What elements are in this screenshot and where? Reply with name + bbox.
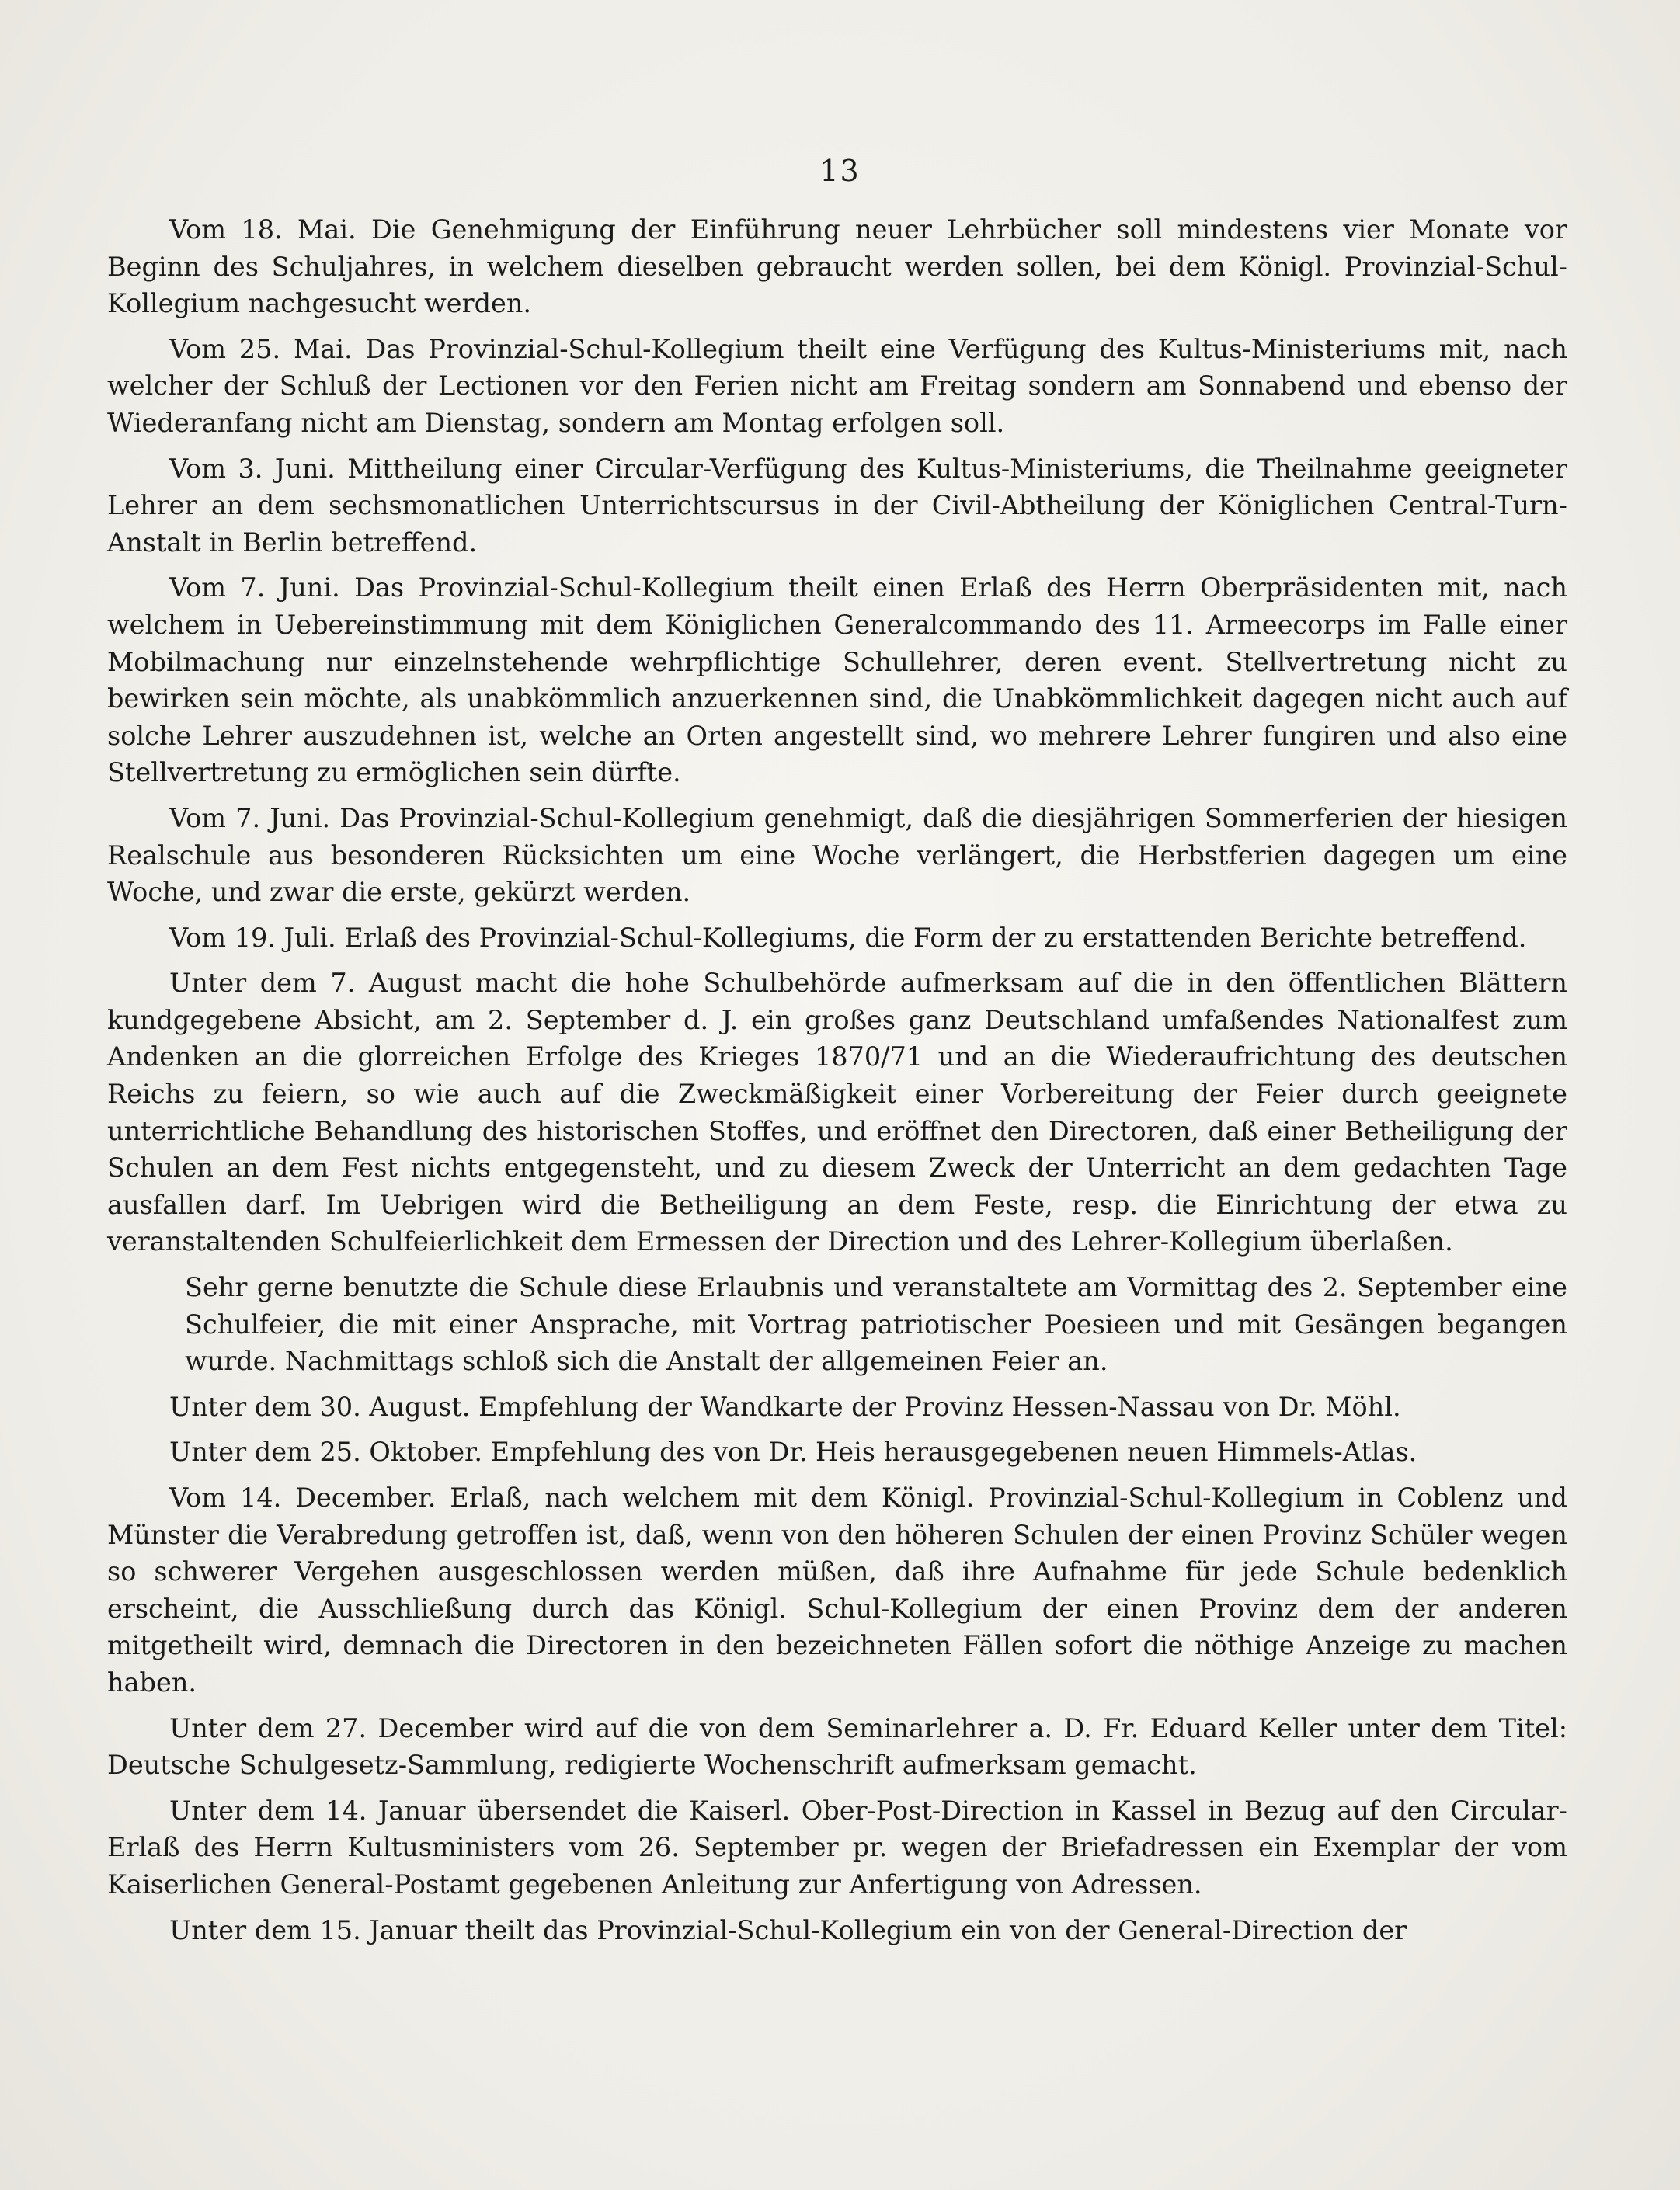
body-text	[107, 211, 1567, 1957]
paragraph-25-mai: Vom 25. Mai. Das Provinzial-Schul-Kollegium theilt eine Verfügung des Kultus-Ministeriums mit, nach welcher der Schluß der Lectionen vor den Ferien nicht am Freitag sondern am Sonnabend und ebenso der Wiederanfang nicht am Dienstag, sondern am Montag erfolgen soll.	[107, 333, 1567, 438]
paragraph-7-juni-a: Vom 7. Juni. Das Provinzial-Schul-Kollegium theilt einen Erlaß des Herrn Oberpräsidenten mit, nach welchem in Uebereinstimmung mit dem Königlichen Generalcommando des 11. Armeecorps im Falle einer Mobilmachung nur einzelnstehende wehrpflichtige Schullehrer, deren event. Stellvertretung nicht zu bewirken sein möchte, als unabkömmlich anzuerkennen sind, die Unabkömmlichkeit dagegen nicht auch auf solche Lehrer auszudehnen ist, welche an Orten angestellt sind, wo mehrere Lehrer fungiren und also eine Stellvertretung zu ermöglichen sein dürfte.	[107, 572, 1567, 788]
paragraph-27-december: Unter dem 27. December wird auf die von dem Seminarlehrer a. D. Fr. Eduard Keller unter dem Titel: Deutsche Schulgesetz-Sammlung, redigierte Wochenschrift aufmerksam gemacht.	[107, 1712, 1567, 1781]
paragraph-15-januar: Unter dem 15. Januar theilt das Provinzial-Schul-Kollegium ein von der General-Direction der	[169, 1914, 1407, 1945]
paragraph-3-juni: Vom 3. Juni. Mittheilung einer Circular-Verfügung des Kultus-Ministeriums, die Theilnahme geeigneter Lehrer an dem sechsmonatlichen Unterrichtscursus in der Civil-Abtheilung der Königlichen Central-Turn-Anstalt in Berlin betreffend.	[107, 453, 1567, 558]
paragraph-30-august: Unter dem 30. August. Empfehlung der Wandkarte der Provinz Hessen-Nassau von Dr. Möhl.	[169, 1391, 1401, 1422]
paragraph-7-august: Unter dem 7. August macht die hohe Schulbehörde aufmerksam auf die in den öffentlichen Blättern kundgegebene Absicht, am 2. September d. J. ein großes ganz Deutschland umfaßendes Nationalfest zum Andenken an die glorreichen Erfolge des Krieges 1870/71 und an die Wiederaufrichtung des deutschen Reichs zu feiern, so wie auch auf die Zweckmäßigkeit einer Vorbereitung der Feier durch geeignete unterrichtliche Behandlung des historischen Stoffes, und eröffnet den Directoren, daß einer Betheiligung der Schulen an dem Fest nichts entgegensteht, und zu diesem Zweck der Unterricht an dem gedachten Tage ausfallen darf. Im Uebrigen wird die Betheiligung an dem Feste, resp. die Einrichtung der etwa zu veranstaltenden Schulfeierlichkeit dem Ermessen der Direction und des Lehrer-Kollegium überlaßen.	[107, 968, 1567, 1257]
paragraph-25-oktober: Unter dem 25. Oktober. Empfehlung des von Dr. Heis herausgegebenen neuen Himmels-Atlas.	[169, 1437, 1417, 1468]
paragraph-14-januar: Unter dem 14. Januar übersendet die Kaiserl. Ober-Post-Direction in Kassel in Bezug auf den Circular-Erlaß des Herrn Kultusministers vom 26. September pr. wegen der Briefadressen ein Exemplar der vom Kaiserlichen General-Postamt gegebenen Anleitung zur Anfertigung von Adressen.	[107, 1795, 1567, 1900]
paragraph-18-mai: Vom 18. Mai. Die Genehmigung der Einführung neuer Lehrbücher soll mindestens vier Monate vor Beginn des Schuljahres, in welchem dieselben gebraucht werden sollen, bei dem Königl. Provinzial-Schul-Kollegium nachgesucht werden.	[107, 214, 1567, 319]
paragraph-schulfeier: Sehr gerne benutzte die Schule diese Erlaubnis und veranstaltete am Vormittag des 2. September eine Schulfeier, die mit einer Ansprache, mit Vortrag patriotischer Poesieen und mit Gesängen begangen wurde. Nachmittags schloß sich die Anstalt der allgemeinen Feier an.	[185, 1272, 1567, 1377]
page-number: 13	[819, 154, 861, 188]
paragraph-19-juli: Vom 19. Juli. Erlaß des Provinzial-Schul-Kollegiums, die Form der zu erstattenden Berichte betreffend.	[169, 922, 1527, 953]
paragraph-7-juni-b: Vom 7. Juni. Das Provinzial-Schul-Kollegium genehmigt, daß die diesjährigen Sommerferien der hiesigen Realschule aus besonderen Rücksichten um eine Woche verlängert, die Herbstferien dagegen um eine Woche, und zwar die erste, gekürzt werden.	[107, 802, 1567, 908]
paragraph-14-december: Vom 14. December. Erlaß, nach welchem mit dem Königl. Provinzial-Schul-Kollegium in Coblenz und Münster die Verabredung getroffen ist, daß, wenn von den höheren Schulen der einen Provinz Schüler wegen so schwerer Vergehen ausgeschlossen werden müßen, daß ihre Aufnahme für jede Schule bedenklich erscheint, die Ausschließung durch das Königl. Schul-Kollegium der einen Provinz dem der anderen mitgetheilt wird, demnach die Directoren in den bezeichneten Fällen sofort die nöthige Anzeige zu machen haben.	[107, 1483, 1567, 1698]
